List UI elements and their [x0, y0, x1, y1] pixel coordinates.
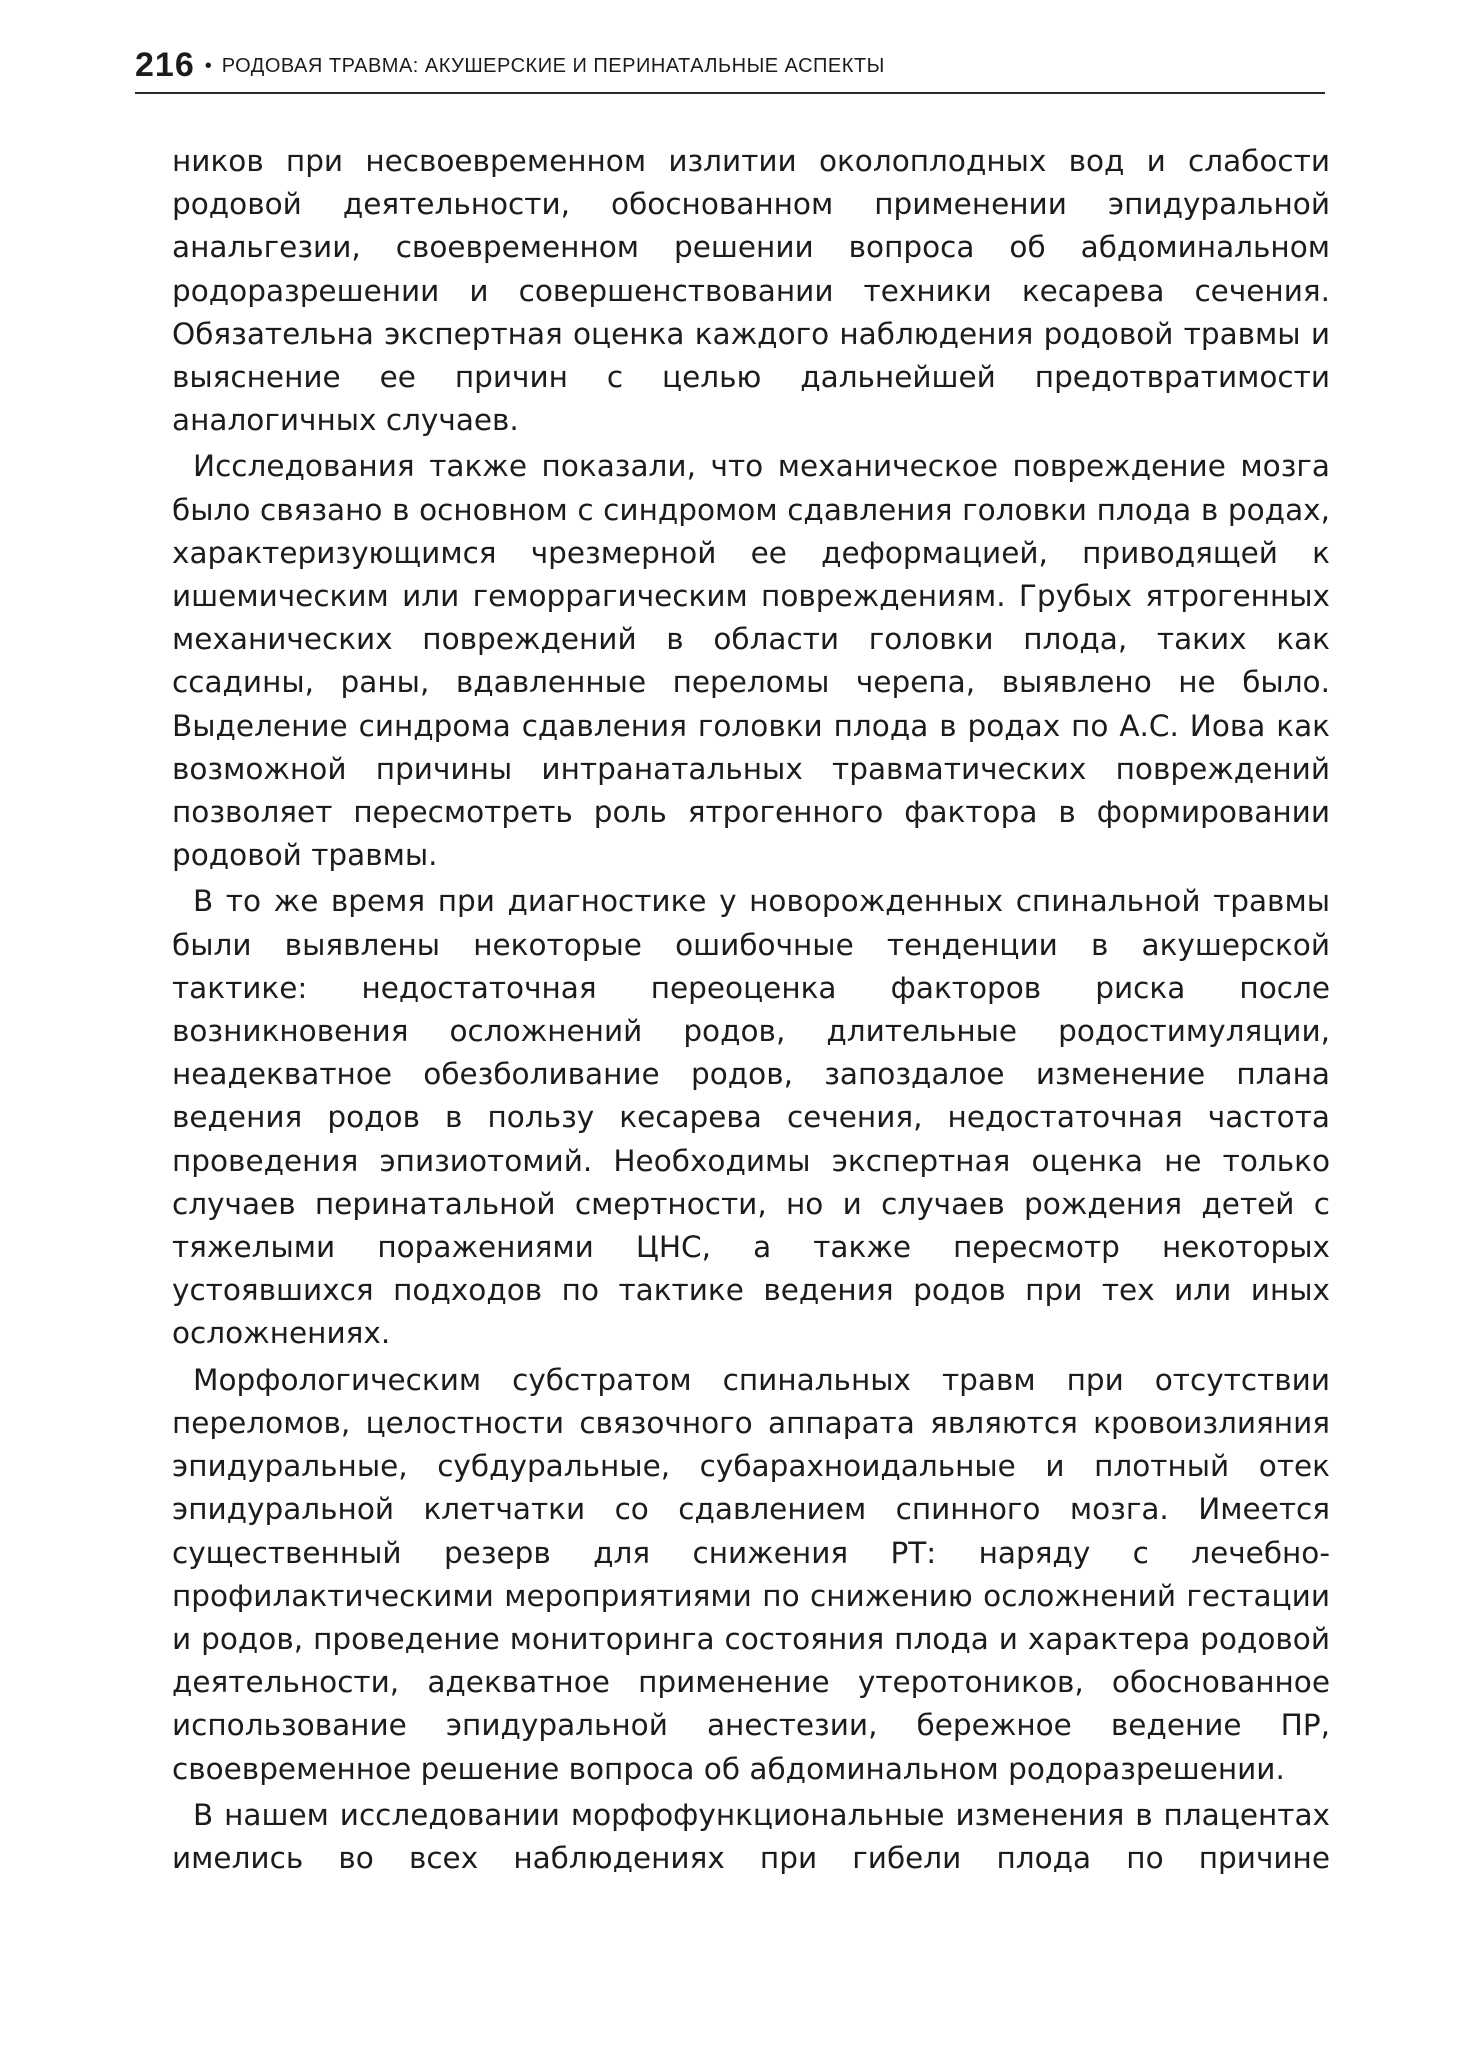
body-text — [172, 140, 1330, 1883]
paragraph-4: Морфологическим субстратом спинальных травм при отсутствии переломов, целостности связочного аппарата являются кровоизлияния эпидуральные, субдуральные, субарахноидальные и плотный отек эпидуральной клетчатки со сдавлением спинного мозга. Имеется существенный резерв для снижения РТ: наряду с лечебно-профилактическими мероприятиями по снижению осложнений гестации и родов, проведение мониторинга состояния плода и характера родовой деятельности, адекватное применение утеротоников, обоснованное использование эпидуральной анестезии, бережное ведение ПР, своевременное решение вопроса об абдоминальном родоразрешении. — [172, 1362, 1330, 1786]
paragraph-1: ников при несвоевременном излитии околоплодных вод и слабости родовой деятельности, обоснованном применении эпидуральной анальгезии, своевременном решении вопроса об абдоминальном родоразрешении и совершенствовании техники кесарева сечения. Обязательна экспертная оценка каждого наблюдения родовой травмы и выяснение ее причин с целью дальнейшей предотвратимости аналогичных случаев. — [172, 144, 1330, 438]
running-head-title: РОДОВАЯ ТРАВМА: АКУШЕРСКИЕ И ПЕРИНАТАЛЬНЫЕ АСПЕКТЫ — [221, 55, 885, 77]
paragraph-2: Исследования также показали, что механическое повреждение мозга было связано в основном с синдромом сдавления головки плода в родах, характеризующимся чрезмерной ее деформацией, приводящей к ишемическим или геморрагическим повреждениям. Грубых ятрогенных механических повреждений в области головки плода, таких как ссадины, раны, вдавленные переломы черепа, выявлено не было. Выделение синдрома сдавления головки плода в родах по А.С. Иова как возможной причины интранатальных травматических повреждений позволяет пересмотреть роль ятрогенного фактора в формировании родовой травмы. — [172, 449, 1330, 873]
paragraph-3: В то же время при диагностике у новорожденных спинальной травмы были выявлены некоторые ошибочные тенденции в акушерской тактике: недостаточная переоценка факторов риска после возникновения осложнений родов, длительные родостимуляции, неадекватное обезболивание родов, запоздалое изменение плана ведения родов в пользу кесарева сечения, недостаточная частота проведения эпизиотомий. Необходимы экспертная оценка не только случаев перинатальной смертности, но и случаев рождения детей с тяжелыми поражениями ЦНС, а также пересмотр некоторых устоявшихся подходов по тактике ведения родов при тех или иных осложнениях. — [172, 884, 1330, 1351]
paragraph-5: В нашем исследовании морфофункциональные изменения в плацентах имелись во всех наблюдениях при гибели плода по причине — [172, 1797, 1330, 1875]
page-number: 216 — [135, 46, 195, 84]
header-rule — [135, 92, 1325, 94]
header-bullet: • — [204, 55, 212, 77]
running-head — [135, 46, 1335, 90]
